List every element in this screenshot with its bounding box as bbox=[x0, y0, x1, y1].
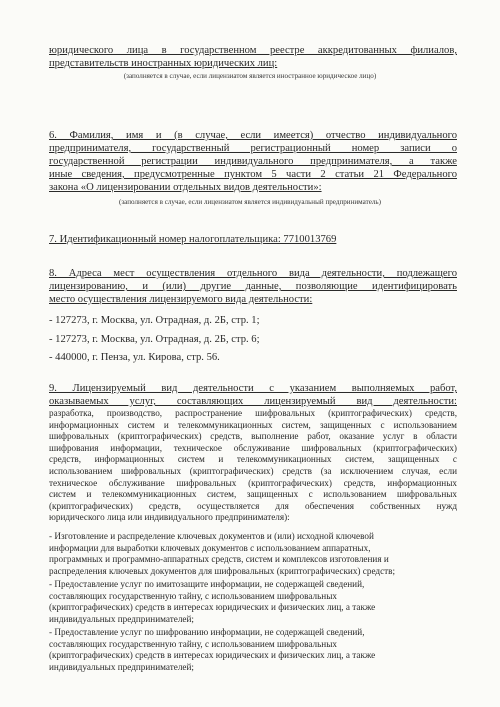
section5-note: (заполняется в случае, если лицензиатом является иностранное юридическое лицо) bbox=[123, 72, 377, 80]
item-line: программных и программно-аппаратных средств, систем и комплексов изготовления и bbox=[49, 554, 389, 565]
section8-line3: место осуществления лицензируемого вида деятельности: bbox=[49, 294, 313, 305]
item-line: (криптографических) средств в интересах юридических и физических лиц, а также bbox=[49, 650, 376, 661]
section5-line1: юридического лица в государственном реестре аккредитованных филиалов, bbox=[49, 45, 457, 56]
section9-line2: оказываемых услуг, составляющих лицензируемый вид деятельности: bbox=[49, 396, 457, 407]
item-line: информации для выработки ключевых документов с использованием аппаратных, bbox=[49, 542, 371, 553]
item-line: (криптографических) средств в интересах юридических и физических лиц, а также bbox=[49, 602, 376, 613]
body-line: (криптографических) средств, осуществляется для обеспечения собственных нужд bbox=[49, 500, 457, 511]
section6-line4: иные сведения, предусмотренные пунктом 5 части 2 статьи 21 Федерального bbox=[49, 169, 457, 180]
item-line: - Изготовление и распределение ключевых документов и (или) исходной ключевой bbox=[49, 531, 374, 541]
section7 bbox=[49, 233, 457, 246]
item-line: индивидуальных предпринимателей; bbox=[49, 613, 194, 624]
body-line: средств, информационных систем и телекоммуникационных систем, защищенных с bbox=[49, 454, 457, 465]
item-line: - Предоставление услуг по шифрованию информации, не содержащей сведений, bbox=[49, 627, 365, 637]
section6-line2: предпринимателя, государственный регистрационный номер записи о bbox=[49, 143, 457, 154]
section9-heading bbox=[49, 382, 457, 408]
section8-line1: 8. Адреса мест осуществления отдельного вида деятельности, подлежащего bbox=[49, 268, 457, 279]
body-line: использованием шифровальных (криптографических) средств (за исключением случая, если bbox=[49, 465, 457, 476]
address-list bbox=[49, 312, 457, 368]
body-line: информационных систем и телекоммуникационных систем, защищенных с использованием bbox=[49, 419, 457, 430]
section6-line3: государственной регистрации индивидуального предпринимателя, а также bbox=[49, 156, 457, 167]
body-line: шифровальных (криптографических) средств, выполнение работ, оказание услуг в области bbox=[49, 431, 457, 442]
section5-tail bbox=[49, 44, 457, 70]
service-item-2 bbox=[49, 579, 457, 625]
service-item-1 bbox=[49, 531, 457, 577]
body-line: техническое обслуживание шифровальных (криптографических) средств, информационных bbox=[49, 477, 457, 488]
address-item: - 127273, г. Москва, ул. Отрадная, д. 2Б, стр. 6; bbox=[49, 333, 260, 345]
service-item-3 bbox=[49, 627, 457, 673]
section7-inn: 7. Идентификационный номер налогоплательщика: 7710013769 bbox=[49, 234, 337, 245]
section5-line2: представительств иностранных юридических лиц: bbox=[49, 58, 278, 69]
item-line: индивидуальных предпринимателей; bbox=[49, 661, 194, 672]
body-line: шифрования информации, техническое обслуживание шифровальных (криптографических) bbox=[49, 442, 457, 453]
section9-line1: 9. Лицензируемый вид деятельности с указанием выполняемых работ, bbox=[49, 383, 457, 394]
body-line: систем и телекоммуникационных систем, защищенных с использованием шифровальных bbox=[49, 489, 457, 500]
section8-heading bbox=[49, 267, 457, 306]
body-line: юридического лица или индивидуального предпринимателя): bbox=[49, 512, 290, 523]
section6-line1: 6. Фамилия, имя и (в случае, если имеется) отчество индивидуального bbox=[49, 130, 457, 141]
section6-line5: закона «О лицензировании отдельных видов деятельности»: bbox=[49, 182, 322, 193]
item-line: составляющих государственную тайну, с использованием шифровальных bbox=[49, 590, 337, 601]
item-line: распределения ключевых документов для шифровальных (криптографических) средств; bbox=[49, 565, 396, 576]
item-line: составляющих государственную тайну, с использованием шифровальных bbox=[49, 638, 337, 649]
body-line: разработка, производство, распространение шифровальных (криптографических) средств, bbox=[49, 408, 457, 418]
section8-line2: лицензированию, и (или) другие данные, позволяющие идентифицировать bbox=[49, 281, 457, 292]
section6-note: (заполняется в случае, если лицензиатом является индивидуальный предприниматель) bbox=[119, 198, 381, 206]
address-item: - 127273, г. Москва, ул. Отрадная, д. 2Б, стр. 1; bbox=[49, 315, 260, 326]
item-line: - Предоставление услуг по имитозащите информации, не содержащей сведений, bbox=[49, 579, 365, 589]
section9-body bbox=[49, 408, 457, 524]
address-item: - 440000, г. Пенза, ул. Кирова, стр. 56. bbox=[49, 352, 220, 363]
section6 bbox=[49, 129, 457, 194]
